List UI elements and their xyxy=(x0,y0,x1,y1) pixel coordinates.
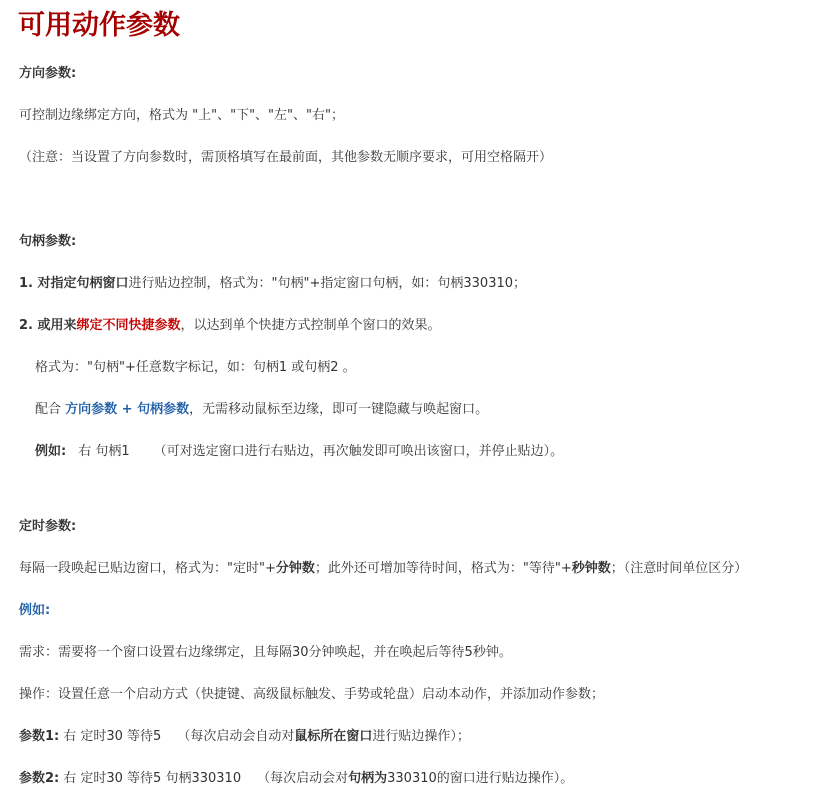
handle-combo-prefix: 配合 xyxy=(35,402,66,417)
timer-operation: 操作：设置任意一个启动方式（快捷键、高级鼠标触发、手势或轮盘）启动本动作，并添加动作参数； xyxy=(19,687,605,702)
param-1-note-a: （每次启动会自动对 xyxy=(177,729,295,744)
handle-item-1-rest: 进行贴边控制，格式为："句柄"+指定窗口句柄，如：句柄330310； xyxy=(128,276,527,291)
combo-plus: + xyxy=(117,402,138,417)
param-2-note-a: （每次启动会对 xyxy=(257,771,349,786)
timer-param-1 xyxy=(19,727,470,747)
direction-note: （注意：当设置了方向参数时，需顶格填写在最前面，其他参数无顺序要求，可用空格隔开） xyxy=(19,150,553,165)
direction-param-link: 方向参数 xyxy=(65,402,118,417)
param-1-note-b: 鼠标所在窗口 xyxy=(294,729,373,744)
page-title: 可用动作参数 xyxy=(18,10,180,41)
timer-desc-c: ；此外还可增加等待时间，格式为："等待"+ xyxy=(314,561,572,576)
timer-param-2 xyxy=(19,769,573,789)
handle-combo-rest: ，无需移动鼠标至边缘，即可一键隐藏与唤起窗口。 xyxy=(189,402,489,417)
param-2-note-b: 句柄为 xyxy=(348,771,388,786)
handle-item-2-prefix: 2. 或用来 xyxy=(19,318,77,333)
timer-desc-seconds: 秒钟数 xyxy=(571,561,611,576)
timer-description xyxy=(19,559,747,579)
param-2-value: 右 定时30 等待5 句柄330310 xyxy=(63,771,242,786)
handle-item-2 xyxy=(19,316,441,336)
handle-format: 格式为："句柄"+任意数字标记，如：句柄1 或句柄2 。 xyxy=(35,360,356,375)
param-2-note-c: 330310的窗口进行贴边操作）。 xyxy=(387,771,574,786)
param-2-label: 参数2: xyxy=(19,771,60,786)
handle-item-1 xyxy=(19,274,526,294)
timer-example-label: 例如: xyxy=(19,603,51,618)
param-1-value: 右 定时30 等待5 xyxy=(63,729,162,744)
handle-item-2-highlight: 绑定不同快捷参数 xyxy=(76,318,181,333)
timer-desc-a: 每隔一段唤起已贴边窗口，格式为："定时"+ xyxy=(19,561,276,576)
handle-example xyxy=(35,442,563,462)
timer-desc-e: ；（注意时间单位区分） xyxy=(610,561,748,576)
handle-combo xyxy=(35,400,488,420)
direction-description: 可控制边缘绑定方向，格式为 "上"、"下"、"左"、"右"； xyxy=(19,108,344,123)
handle-example-label: 例如: xyxy=(35,444,67,459)
handle-item-1-emphasis: 指定句柄窗口 xyxy=(50,276,129,291)
handle-param-link: 句柄参数 xyxy=(137,402,190,417)
param-1-note-c: 进行贴边操作）； xyxy=(372,729,470,744)
timer-desc-minutes: 分钟数 xyxy=(275,561,315,576)
handle-heading: 句柄参数: xyxy=(19,234,77,249)
timer-need: 需求：需要将一个窗口设置右边缘绑定，且每隔30分钟唤起，并在唤起后等待5秒钟。 xyxy=(19,645,512,660)
handle-item-1-prefix: 1. 对 xyxy=(19,276,51,291)
handle-example-value: 右 句柄1 xyxy=(78,444,130,459)
direction-heading: 方向参数: xyxy=(19,66,77,81)
param-1-label: 参数1: xyxy=(19,729,60,744)
timer-heading: 定时参数: xyxy=(19,519,77,534)
handle-example-note: （可对选定窗口进行右贴边，再次触发即可唤出该窗口，并停止贴边）。 xyxy=(153,444,564,459)
handle-item-2-rest: ，以达到单个快捷方式控制单个窗口的效果。 xyxy=(180,318,441,333)
